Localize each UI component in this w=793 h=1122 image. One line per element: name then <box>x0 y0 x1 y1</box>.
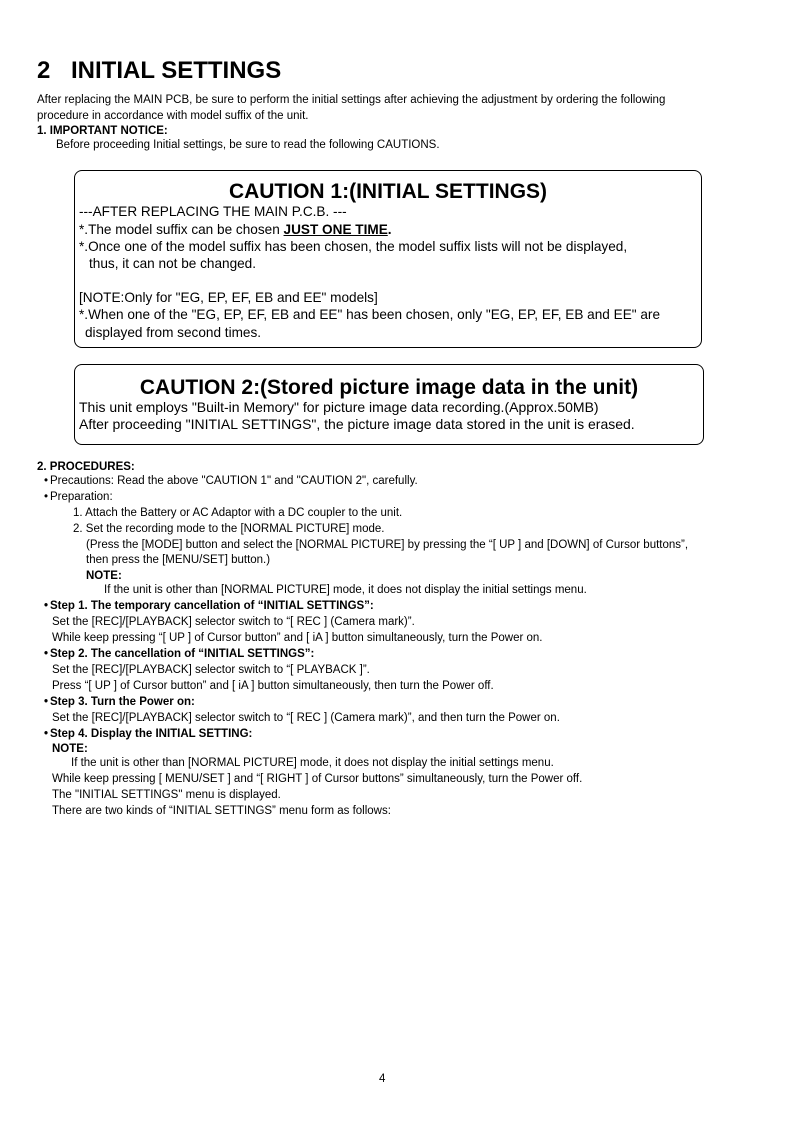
preparation: • Preparation: <box>44 491 113 503</box>
notice-text: Before proceeding Initial settings, be sure to read the following CAUTIONS. <box>56 139 440 151</box>
caution-1-line-2: *.The model suffix can be chosen JUST ONE TIME. <box>79 222 392 237</box>
page-title <box>37 56 281 86</box>
caution-2-line-2: After proceeding "INITIAL SETTINGS", the picture image data stored in the unit is erased. <box>79 416 635 432</box>
caution-1-line-7: displayed from second times. <box>85 325 262 340</box>
note-text: If the unit is other than [NORMAL PICTURE] mode, it does not display the initial settings menu. <box>104 584 587 596</box>
prep-step-2-detail-b: then press the [MENU/SET] button.) <box>86 554 271 566</box>
step-2-title: • Step 2. The cancellation of “INITIAL SETTINGS”: <box>44 648 315 660</box>
step-2-line-b: Press “[ UP ] of Cursor button” and [ iA ] button simultaneously, then turn the Power off. <box>52 680 494 692</box>
emphasis-just-one-time: JUST ONE TIME <box>283 222 388 237</box>
page-number: 4 <box>379 1073 386 1085</box>
step-1-line-b: While keep pressing “[ UP ] of Cursor button” and [ iA ] button simultaneously, turn the Power on. <box>52 632 543 644</box>
step-1-line-a: Set the [REC]/[PLAYBACK] selector switch to “[ REC ] (Camera mark)”. <box>52 616 415 628</box>
procedures-title: 2. PROCEDURES: <box>37 461 135 473</box>
note-label: NOTE: <box>86 570 122 582</box>
caution-2-line-1: This unit employs "Built-in Memory" for picture image data recording.(Approx.50MB) <box>79 399 599 415</box>
section-title: INITIAL SETTINGS <box>71 57 282 84</box>
step-4-note-text: If the unit is other than [NORMAL PICTURE] mode, it does not display the initial settings menu. <box>71 757 554 769</box>
caution-1-line-4: thus, it can not be changed. <box>89 256 257 271</box>
caution-2-title: CAUTION 2:(Stored picture image data in the unit) <box>139 376 639 399</box>
step-3-title: • Step 3. Turn the Power on: <box>44 696 195 708</box>
caution-1-box <box>74 170 702 348</box>
precautions: • Precautions: Read the above "CAUTION 1" and "CAUTION 2", carefully. <box>44 475 418 487</box>
step-4-title: • Step 4. Display the INITIAL SETTING: <box>44 728 253 740</box>
caution-1-line-3: *.Once one of the model suffix has been chosen, the model suffix lists will not be displayed, <box>79 239 628 254</box>
step-1-title: • Step 1. The temporary cancellation of “INITIAL SETTINGS”: <box>44 600 374 612</box>
caution-1-title: CAUTION 1:(INITIAL SETTINGS) <box>228 180 548 203</box>
step-4-line-c: There are two kinds of “INITIAL SETTINGS” menu form as follows: <box>52 805 391 817</box>
prep-step-2-detail-a: (Press the [MODE] button and select the [NORMAL PICTURE] by pressing the “[ UP ] and [DOWN] of Cursor buttons”, <box>86 539 689 551</box>
step-2-line-a: Set the [REC]/[PLAYBACK] selector switch to “[ PLAYBACK ]”. <box>52 664 370 676</box>
intro-line-2: procedure in accordance with model suffix of the unit. <box>37 110 309 122</box>
section-number: 2 <box>37 57 51 84</box>
prep-step-2: 2. Set the recording mode to the [NORMAL PICTURE] mode. <box>73 523 385 535</box>
caution-1-line-1: ---AFTER REPLACING THE MAIN P.C.B. --- <box>79 204 347 219</box>
caution-2-box <box>74 364 704 445</box>
step-4-line-b: The "INITIAL SETTINGS" menu is displayed. <box>52 789 281 801</box>
intro-line-1: After replacing the MAIN PCB, be sure to perform the initial settings after achieving the adjustment by ordering the following <box>37 94 666 106</box>
step-3-line-a: Set the [REC]/[PLAYBACK] selector switch to “[ REC ] (Camera mark)”, and then turn the Power on. <box>52 712 560 724</box>
notice-title: 1. IMPORTANT NOTICE: <box>37 125 168 137</box>
caution-1-line-6: *.When one of the "EG, EP, EF, EB and EE" has been chosen, only "EG, EP, EF, EB and EE" are <box>79 307 661 322</box>
step-4-note-label: NOTE: <box>52 743 88 755</box>
caution-1-line-5: [NOTE:Only for "EG, EP, EF, EB and EE" models] <box>79 290 378 305</box>
prep-step-1: 1. Attach the Battery or AC Adaptor with a DC coupler to the unit. <box>73 507 403 519</box>
step-4-line-a: While keep pressing [ MENU/SET ] and “[ RIGHT ] of Cursor buttons” simultaneously, turn the Power off. <box>52 773 583 785</box>
